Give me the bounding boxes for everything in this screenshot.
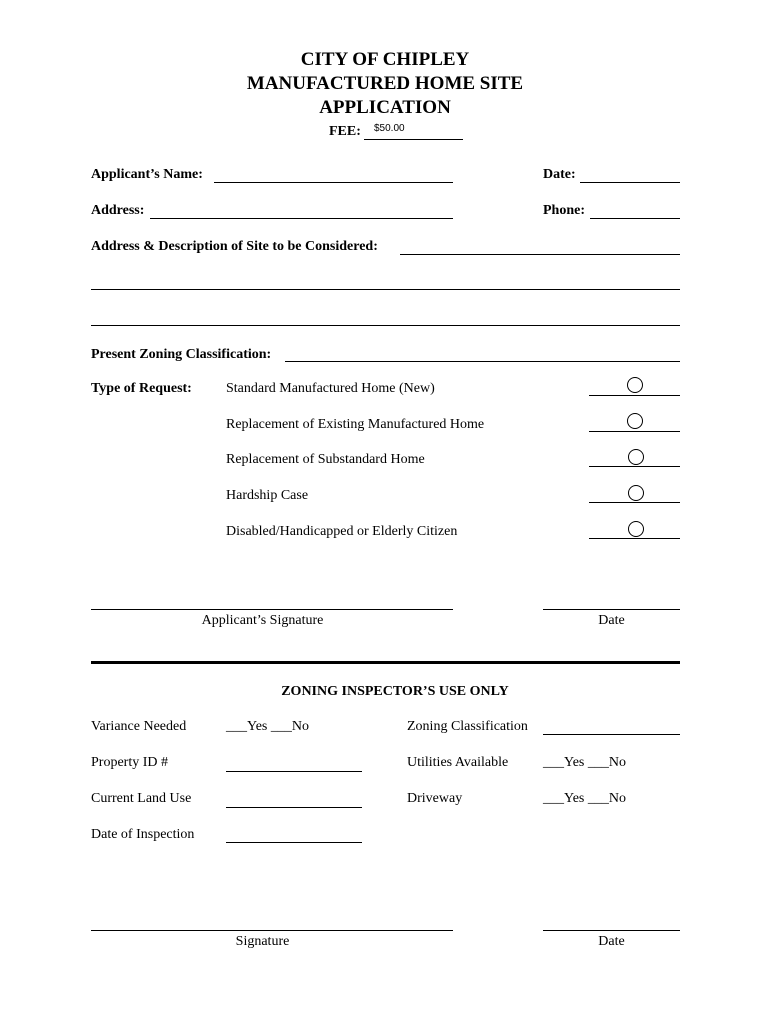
address-field[interactable]: [150, 202, 453, 219]
variance-yes-no[interactable]: ___Yes ___No: [226, 719, 309, 734]
request-option-line: [589, 395, 680, 396]
utilities-yes-no[interactable]: ___Yes ___No: [543, 755, 626, 770]
section-divider: [91, 661, 680, 664]
present-zoning-field[interactable]: [285, 345, 680, 362]
signature-date-label: Date: [598, 613, 625, 628]
zoning-classification-field[interactable]: [543, 718, 680, 735]
zoning-classification-label: Zoning Classification: [407, 719, 528, 734]
radio-replacement-existing[interactable]: [627, 413, 643, 429]
request-option-label: Replacement of Substandard Home: [226, 452, 425, 467]
inspector-signature-field[interactable]: [91, 914, 453, 931]
applicant-signature-field[interactable]: [91, 593, 453, 610]
driveway-label: Driveway: [407, 791, 463, 806]
request-option-label: Replacement of Existing Manufactured Home: [226, 417, 485, 432]
inspection-date-label: Date of Inspection: [91, 827, 195, 842]
fee-label: FEE:: [329, 124, 361, 139]
land-use-field[interactable]: [226, 791, 362, 808]
utilities-label: Utilities Available: [407, 755, 509, 770]
form-title-line2: MANUFACTURED HOME SITE: [246, 73, 524, 94]
form-title-line3: APPLICATION: [319, 97, 451, 118]
form-title-line1: CITY OF CHIPLEY: [300, 49, 470, 70]
driveway-yes-no[interactable]: ___Yes ___No: [543, 791, 626, 806]
request-option-label: Standard Manufactured Home (New): [226, 381, 435, 396]
radio-standard-new[interactable]: [627, 377, 643, 393]
address-label: Address:: [91, 203, 145, 218]
site-description-field-line3[interactable]: [91, 309, 680, 326]
request-option-line: [589, 431, 680, 432]
variance-label: Variance Needed: [91, 719, 187, 734]
land-use-label: Current Land Use: [91, 791, 192, 806]
request-option-label: Hardship Case: [226, 488, 309, 503]
date-field[interactable]: [580, 166, 680, 183]
request-type-label: Type of Request:: [91, 381, 192, 396]
inspector-heading: ZONING INSPECTOR’S USE ONLY: [281, 684, 509, 699]
site-description-field-line2[interactable]: [91, 273, 680, 290]
applicant-signature-label: Applicant’s Signature: [201, 613, 324, 628]
inspector-date-label: Date: [598, 934, 625, 949]
fee-field[interactable]: [364, 123, 463, 140]
phone-label: Phone:: [543, 203, 585, 218]
radio-disabled-elderly[interactable]: [628, 521, 644, 537]
request-option-line: [589, 502, 680, 503]
applicant-name-field[interactable]: [214, 166, 453, 183]
inspector-date-field[interactable]: [543, 914, 680, 931]
signature-date-field[interactable]: [543, 593, 680, 610]
request-option-label: Disabled/Handicapped or Elderly Citizen: [226, 524, 458, 539]
fee-value: $50.00: [374, 123, 405, 134]
request-option-line: [589, 466, 680, 467]
radio-replacement-substandard[interactable]: [628, 449, 644, 465]
radio-hardship-case[interactable]: [628, 485, 644, 501]
phone-field[interactable]: [590, 202, 680, 219]
applicant-name-label: Applicant’s Name:: [91, 167, 203, 182]
request-option-line: [589, 538, 680, 539]
inspection-date-field[interactable]: [226, 826, 362, 843]
property-id-field[interactable]: [226, 755, 362, 772]
property-id-label: Property ID #: [91, 755, 168, 770]
site-description-label: Address & Description of Site to be Considered:: [91, 239, 378, 254]
present-zoning-label: Present Zoning Classification:: [91, 347, 272, 362]
date-label: Date:: [543, 167, 576, 182]
inspector-signature-label: Signature: [235, 934, 290, 949]
site-description-field[interactable]: [400, 238, 680, 255]
